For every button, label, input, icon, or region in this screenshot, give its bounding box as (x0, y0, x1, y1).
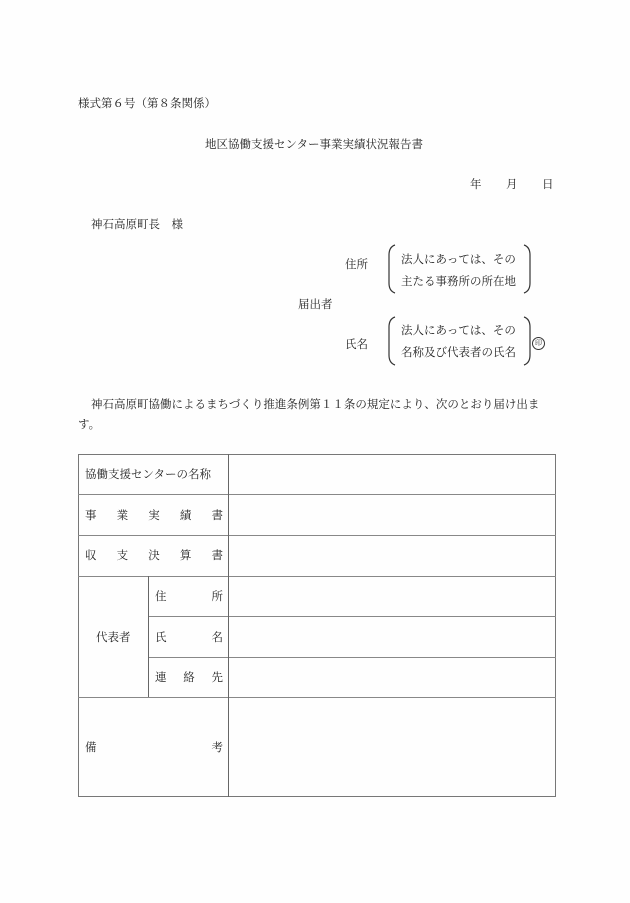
row-divider (78, 576, 556, 577)
applicant-label: 届出者 (298, 297, 333, 311)
label-representative: 代表者 (96, 630, 131, 644)
budget-report-field[interactable] (230, 537, 554, 575)
label-center-name: 協働支援センターの名称 (85, 467, 212, 481)
seal-mark: 印 (532, 337, 545, 350)
name-note-line1: 法人にあっては、その (401, 323, 516, 337)
row-divider (78, 535, 556, 536)
addressee: 神石高原町長 様 (91, 217, 183, 231)
body-text-line2: す。 (78, 417, 101, 431)
date-month: 月 (506, 177, 518, 191)
label-rep-address: 住 所 (155, 589, 223, 603)
address-note-line2: 主たる事務所の所在地 (401, 274, 516, 288)
rep-name-field[interactable] (230, 618, 554, 656)
row-divider (148, 616, 556, 617)
date-day: 日 (542, 177, 554, 191)
date-year: 年 (470, 177, 482, 191)
column-divider (228, 454, 229, 797)
label-rep-name: 氏 名 (155, 630, 223, 644)
body-text-line1: 神石高原町協働によるまちづくり推進条例第１１条の規定により、次のとおり届け出ま (91, 397, 540, 411)
remarks-field[interactable] (230, 699, 554, 795)
address-label: 住所 (345, 257, 368, 271)
address-note-line1: 法人にあっては、その (401, 252, 516, 266)
label-rep-contact: 連 絡 先 (155, 670, 223, 684)
row-divider (78, 494, 556, 495)
label-budget-report: 収 支 決 算 書 (85, 548, 223, 562)
label-business-report: 事 業 実 績 書 (85, 508, 223, 522)
document-title: 地区協働支援センター事業実績状況報告書 (205, 137, 424, 151)
name-note-line2: 名称及び代表者の氏名 (401, 345, 516, 359)
label-remarks: 備 考 (85, 740, 223, 754)
business-report-field[interactable] (230, 496, 554, 534)
center-name-field[interactable] (230, 456, 554, 493)
name-label: 氏名 (345, 337, 368, 351)
row-divider (78, 697, 556, 698)
column-divider (148, 576, 149, 697)
rep-address-field[interactable] (230, 578, 554, 615)
rep-contact-field[interactable] (230, 659, 554, 696)
form-number: 様式第６号（第８条関係） (78, 96, 216, 110)
row-divider (148, 657, 556, 658)
